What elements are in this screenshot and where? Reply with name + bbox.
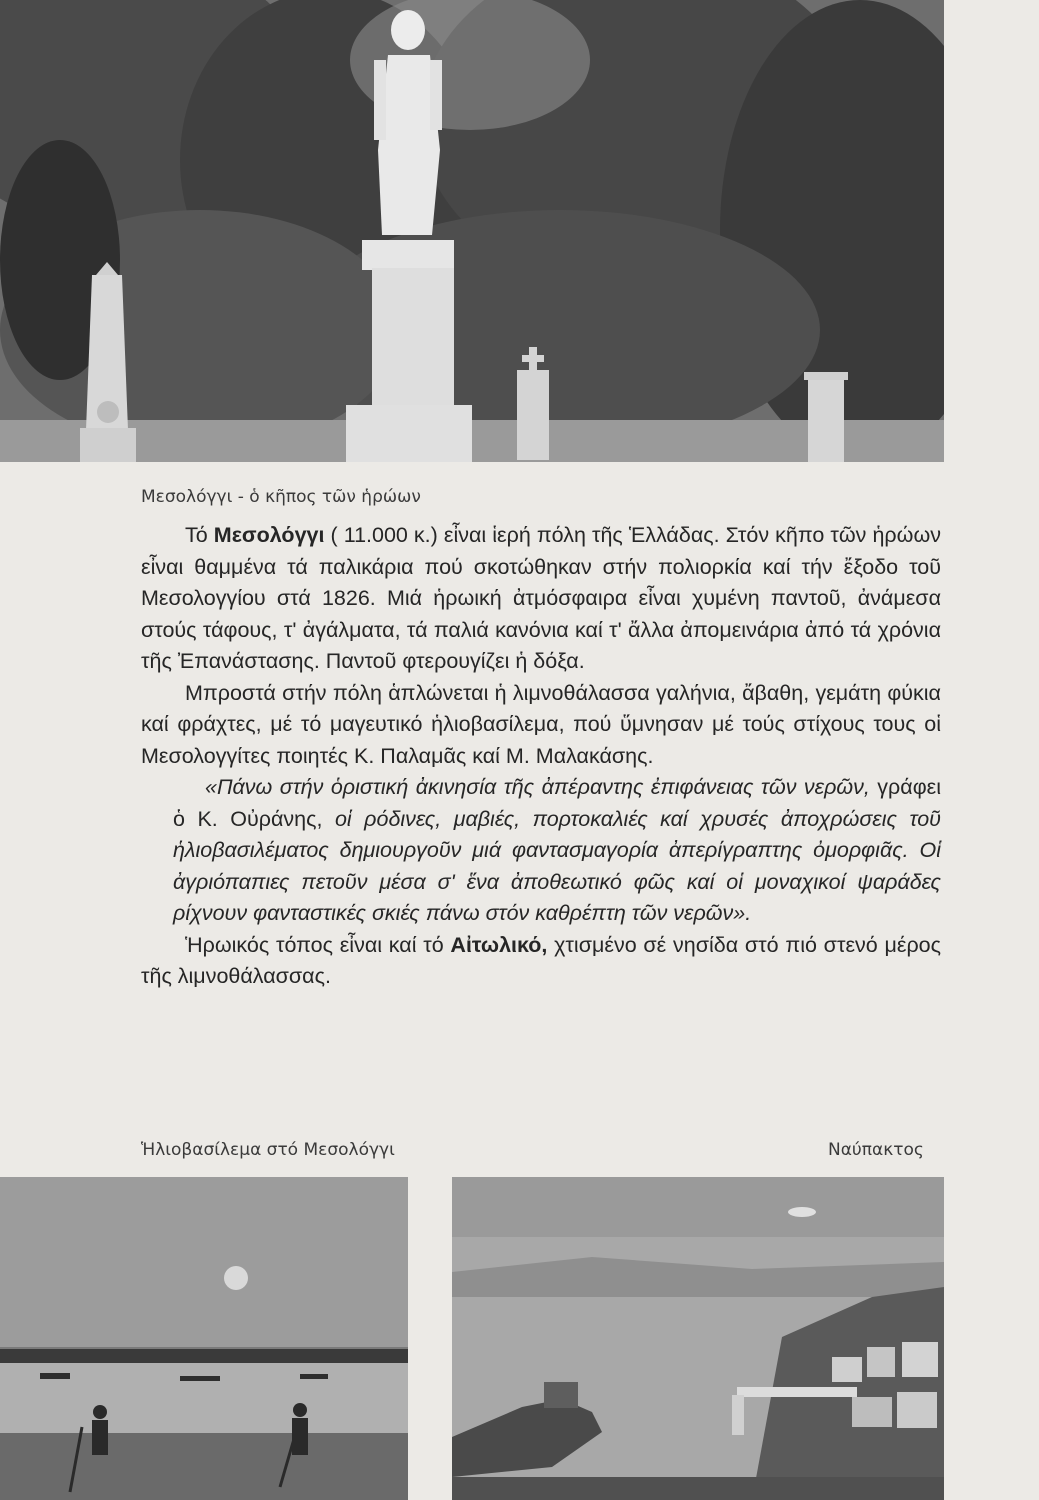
- article-body: [141, 520, 941, 993]
- nafpaktos-photo: [452, 1177, 944, 1500]
- sunset-lagoon-photo: [0, 1177, 408, 1500]
- nafpaktos-photo-caption: Ναύπακτος: [828, 1140, 924, 1160]
- sunset-photo-caption: Ἡλιοβασίλεμα στό Μεσολόγγι: [141, 1140, 395, 1160]
- p4-post: χτισμένο σέ νησίδα στό πιό στενό μέρος τῆς λιμνοθάλασσας.: [141, 932, 941, 988]
- top-photo-caption: Μεσολόγγι - ὁ κῆπος τῶν ἡρώων: [141, 487, 421, 507]
- paragraph-aitoliko: [141, 930, 941, 993]
- quote-attribution: γράφει ὁ Κ. Οὐράνης,: [173, 775, 942, 831]
- paragraph-lagoon: Μπροστά στήν πόλη ἁπλώνεται ἡ λιμνοθάλασσα γαλήνια, ἄβαθη, γεμάτη φύκια καί φράχτες, μέ τό μαγευτικό ἡλιοβασίλεμα, πού ὕμνησαν μέ τούς στίχους τους οἱ Μεσολογγίτες ποιητές Κ. Παλαμᾶς καί Μ. Μαλακάσης.: [141, 680, 941, 768]
- messolonghi-bold: Μεσολόγγι: [213, 523, 325, 547]
- p4-pre: Ἡρωικός τόπος εἶναι καί τό: [185, 932, 451, 957]
- aitoliko-bold: Αἰτωλικό,: [450, 932, 548, 957]
- p1-post: ( 11.000 κ.) εἶναι ἱερή πόλη τῆς Ἑλλάδας. Στόν κῆπο τῶν ἡρώων εἶναι θαμμένα τά παλικάρια πού σκοτώθηκαν στήν πολιορκία καί τήν ἔξοδο τοῦ Μεσολογγίου στά 1826. Μιά ἡρωική ἀτμόσφαιρα εἶναι χυμένη παντοῦ, ἀνάμεσα στούς τάφους, τ' ἀγάλματα, τά παλιά κανόνια καί τ' ἄλλα ἀπομεινάρια ἀπό τά χρόνια τῆς Ἐπανάστασης. Παντοῦ φτερουγίζει ἡ δόξα.: [141, 523, 941, 673]
- quote-part1: «Πάνω στήν ὁριστική ἀκινησία τῆς ἀπέραντης ἐπιφάνειας τῶν νερῶν,: [205, 775, 870, 799]
- paragraph-messolonghi: [141, 520, 941, 678]
- quote-part2: οἱ ρόδινες, μαβιές, πορτοκαλιές καί χρυσές ἀποχρώσεις τοῦ ἡλιοβασιλέματος δημιουργοῦν μιά φαντασμαγορία ἀπερίγραπτης ὀμορφιᾶς. Οἱ ἀγριόπαπιες πετοῦν μέσα σ' ἕνα ἀποθεωτικό φῶς καί οἱ μοναχικοί ψαράδες ρίχνουν φανταστικές σκιές πάνω στόν καθρέπτη τῶν νερῶν».: [173, 806, 941, 925]
- heroes-garden-photo: [0, 0, 944, 462]
- p1-pre: Τό: [185, 523, 214, 547]
- quote-ouranis: [141, 772, 941, 930]
